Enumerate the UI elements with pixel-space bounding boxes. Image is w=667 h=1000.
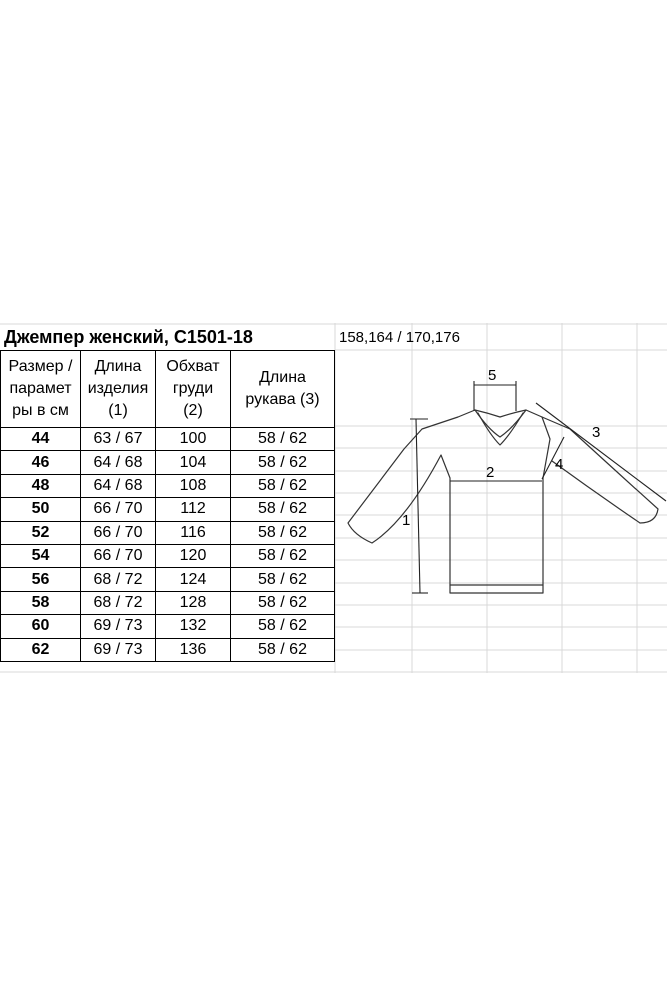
- size-cell: 56: [1, 568, 81, 591]
- size-cell: 58: [1, 591, 81, 614]
- label-neck: 5: [488, 367, 497, 384]
- table-row: [1, 615, 335, 638]
- chest-cell: 124: [156, 568, 231, 591]
- size-cell: 50: [1, 498, 81, 521]
- sleeve-cell: 58 / 62: [231, 521, 335, 544]
- length-cell: 68 / 72: [81, 591, 156, 614]
- label-chest: 2: [486, 464, 495, 481]
- table-row: [1, 451, 335, 474]
- table-row: [1, 544, 335, 567]
- chest-cell: 104: [156, 451, 231, 474]
- table-header-row: [1, 351, 335, 428]
- size-cell: 52: [1, 521, 81, 544]
- sleeve-cell: 58 / 62: [231, 544, 335, 567]
- size-cell: 48: [1, 474, 81, 497]
- length-cell: 64 / 68: [81, 451, 156, 474]
- size-table: [0, 350, 335, 662]
- header-size: Размер / парамет ры в см: [1, 351, 81, 428]
- size-sheet: [0, 323, 667, 673]
- length-cell: 64 / 68: [81, 474, 156, 497]
- label-sleeve: 3: [592, 424, 601, 441]
- chest-cell: 128: [156, 591, 231, 614]
- sleeve-cell: 58 / 62: [231, 474, 335, 497]
- product-title: Джемпер женский, С1501-18: [4, 327, 253, 347]
- sleeve-cell: 58 / 62: [231, 451, 335, 474]
- chest-cell: 108: [156, 474, 231, 497]
- sleeve-cell: 58 / 62: [231, 638, 335, 661]
- chest-cell: 112: [156, 498, 231, 521]
- length-cell: 68 / 72: [81, 568, 156, 591]
- sleeve-cell: 58 / 62: [231, 568, 335, 591]
- size-cell: 54: [1, 544, 81, 567]
- length-cell: 69 / 73: [81, 615, 156, 638]
- size-cell: 60: [1, 615, 81, 638]
- height-range: 158,164 / 170,176: [339, 329, 460, 346]
- sleeve-cell: 58 / 62: [231, 498, 335, 521]
- table-row: [1, 591, 335, 614]
- chest-cell: 116: [156, 521, 231, 544]
- length-cell: 63 / 67: [81, 428, 156, 451]
- chest-cell: 132: [156, 615, 231, 638]
- garment-diagram: [340, 353, 667, 603]
- table-row: [1, 428, 335, 451]
- size-cell: 46: [1, 451, 81, 474]
- length-cell: 66 / 70: [81, 498, 156, 521]
- label-length: 1: [402, 512, 411, 529]
- length-cell: 66 / 70: [81, 521, 156, 544]
- size-cell: 44: [1, 428, 81, 451]
- chest-cell: 100: [156, 428, 231, 451]
- table-row: [1, 521, 335, 544]
- length-cell: 69 / 73: [81, 638, 156, 661]
- label-armhole: 4: [555, 456, 564, 473]
- sleeve-cell: 58 / 62: [231, 428, 335, 451]
- header-length: Длина изделия (1): [81, 351, 156, 428]
- header-chest: Обхват груди (2): [156, 351, 231, 428]
- neckline: [475, 410, 526, 445]
- table-row: [1, 498, 335, 521]
- sweater-outline: [348, 410, 550, 593]
- chest-cell: 136: [156, 638, 231, 661]
- table-row: [1, 638, 335, 661]
- sleeve-cell: 58 / 62: [231, 591, 335, 614]
- table-row: [1, 568, 335, 591]
- table-row: [1, 474, 335, 497]
- sleeve-cell: 58 / 62: [231, 615, 335, 638]
- chest-cell: 120: [156, 544, 231, 567]
- size-cell: 62: [1, 638, 81, 661]
- length-cell: 66 / 70: [81, 544, 156, 567]
- header-sleeve: Длина рукава (3): [231, 351, 335, 428]
